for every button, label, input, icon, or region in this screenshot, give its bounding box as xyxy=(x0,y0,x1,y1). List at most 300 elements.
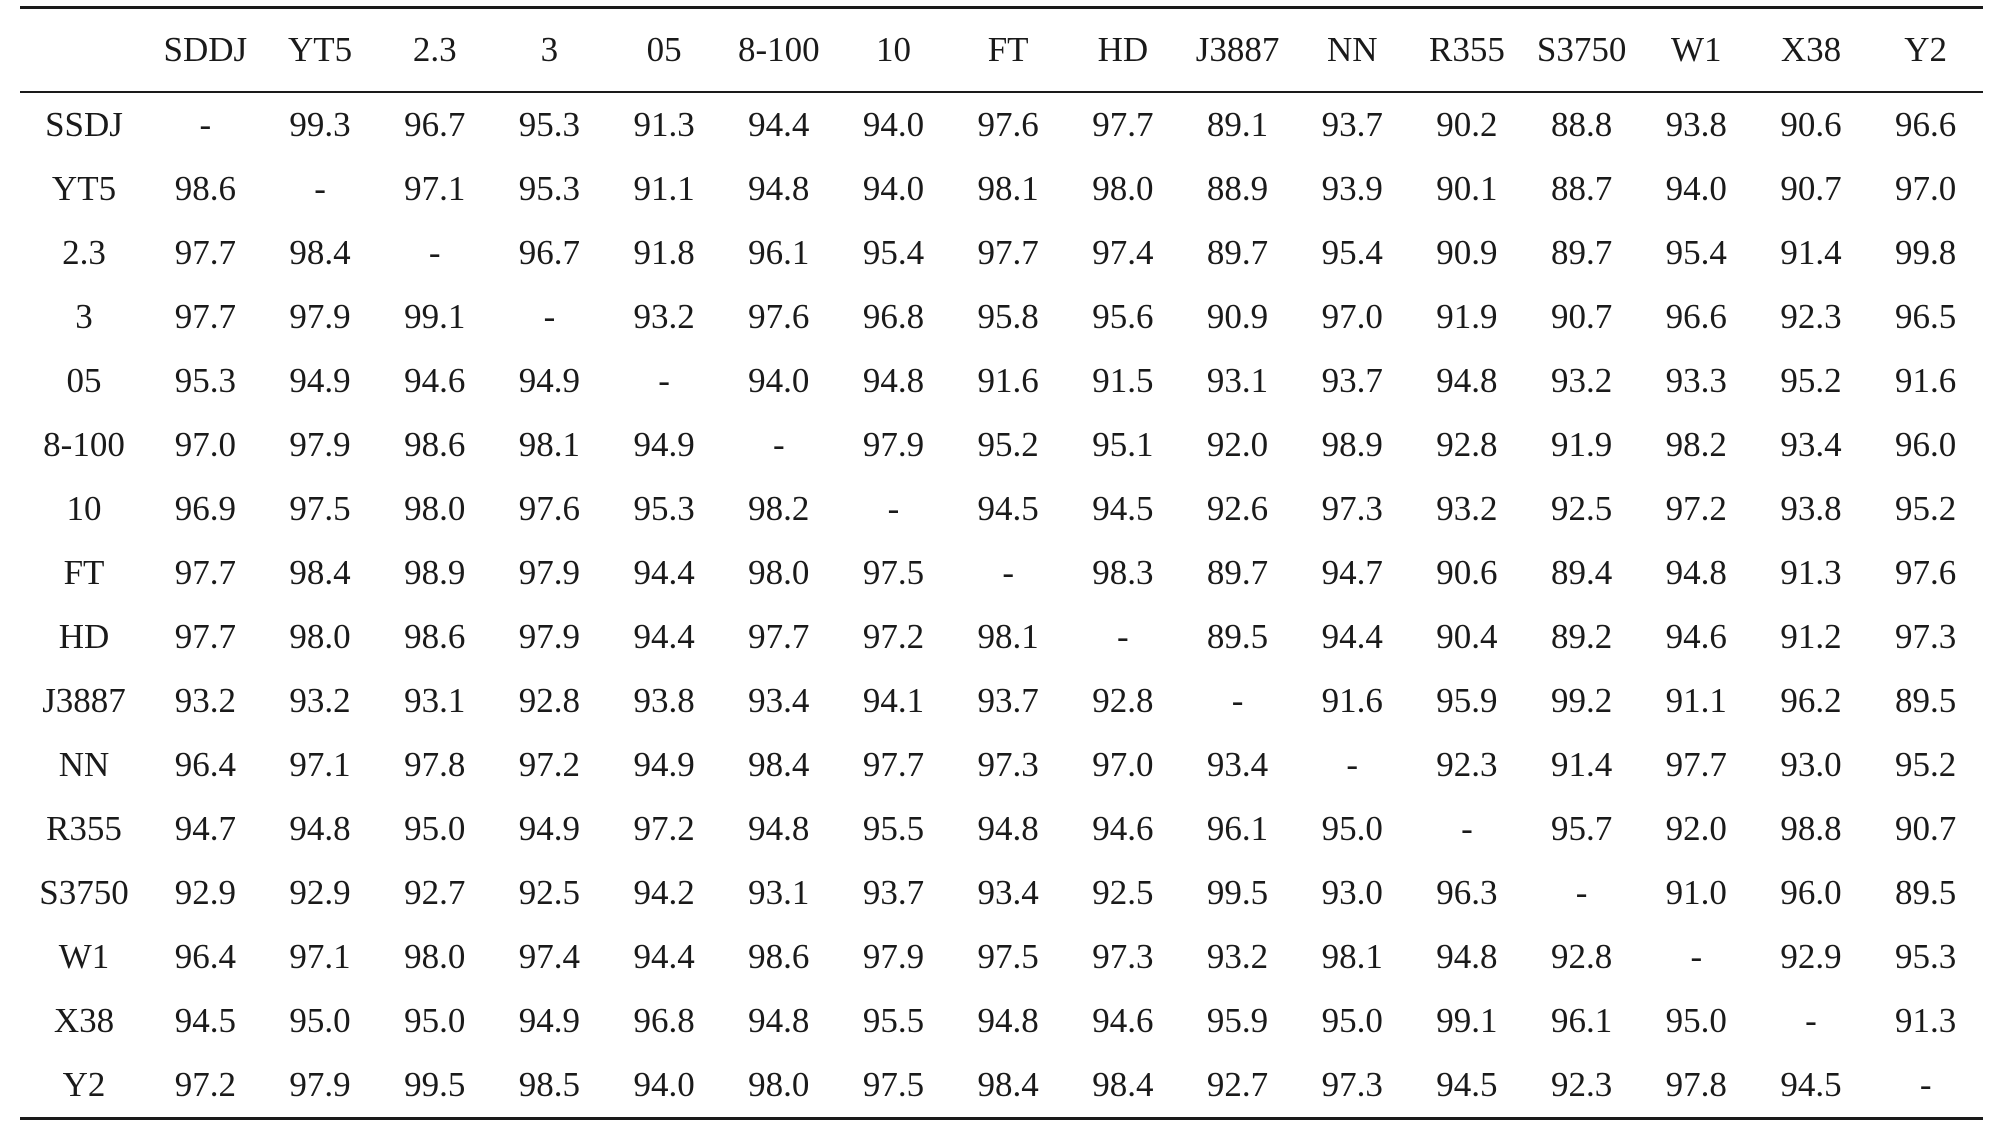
table-cell: 94.0 xyxy=(862,105,925,144)
table-cell: 93.4 xyxy=(748,681,810,720)
table-cell: 97.7 xyxy=(1665,745,1727,784)
table-cell: 98.4 xyxy=(289,553,351,592)
table-cell: 97.7 xyxy=(862,745,925,784)
table-cell: 93.1 xyxy=(404,681,466,720)
table-cell: 96.1 xyxy=(1206,809,1269,848)
row-label: SSDJ xyxy=(45,105,123,144)
row-label: 2.3 xyxy=(62,233,106,272)
table-cell: 91.1 xyxy=(1665,681,1727,720)
table-cell: 95.4 xyxy=(1321,233,1383,272)
table-cell: 92.9 xyxy=(1780,937,1842,976)
row-label: FT xyxy=(63,553,105,592)
row-label: 10 xyxy=(66,489,102,528)
table-cell: 92.9 xyxy=(174,873,236,912)
table-cell: 90.7 xyxy=(1895,809,1957,848)
table-cell: 94.4 xyxy=(1321,617,1383,656)
table-cell: - xyxy=(1461,809,1473,848)
table-cell: 94.0 xyxy=(748,361,810,400)
table-cell: 91.3 xyxy=(1780,553,1842,592)
table-cell: 98.1 xyxy=(977,169,1039,208)
table-cell: 97.3 xyxy=(1321,1065,1383,1104)
table-cell: 98.5 xyxy=(518,1065,581,1104)
table-cell: 95.3 xyxy=(518,105,581,144)
table-cell: 93.8 xyxy=(1780,489,1842,528)
table-cell: 95.4 xyxy=(862,233,925,272)
table-cell: 89.7 xyxy=(1550,233,1613,272)
table-cell: 91.4 xyxy=(1780,233,1842,272)
table-row xyxy=(20,349,1983,413)
table-cell: 92.8 xyxy=(518,681,581,720)
table-cell: 94.9 xyxy=(289,361,351,400)
table-cell: 97.6 xyxy=(1895,553,1957,592)
table-cell: 91.6 xyxy=(977,361,1039,400)
table-cell: 97.9 xyxy=(518,617,581,656)
table-cell: 98.8 xyxy=(1780,809,1842,848)
table-cell: - xyxy=(543,297,556,336)
table-cell: 98.0 xyxy=(748,553,810,592)
table-cell: - xyxy=(772,425,785,464)
table-cell: 99.1 xyxy=(404,297,466,336)
table-cell: 89.7 xyxy=(1206,553,1269,592)
table-header xyxy=(20,8,1983,93)
table-cell: 99.1 xyxy=(1436,1001,1498,1040)
table-cell: 92.8 xyxy=(1092,681,1154,720)
table-cell: 91.4 xyxy=(1550,745,1613,784)
table-cell: 97.9 xyxy=(518,553,581,592)
table-cell: 89.2 xyxy=(1550,617,1613,656)
table-cell: 96.1 xyxy=(1550,1001,1613,1040)
table-cell: 88.8 xyxy=(1550,105,1613,144)
table-cell: 96.0 xyxy=(1780,873,1842,912)
table-cell: 96.6 xyxy=(1665,297,1727,336)
table-cell: 93.7 xyxy=(862,873,925,912)
table-cell: 98.0 xyxy=(1092,169,1154,208)
table-cell: 94.7 xyxy=(174,809,236,848)
table-cell: 94.9 xyxy=(518,361,581,400)
table-cell: - xyxy=(314,169,326,208)
table-cell: 94.6 xyxy=(1092,1001,1154,1040)
table-cell: 98.4 xyxy=(748,745,810,784)
table-cell: 94.8 xyxy=(1436,361,1498,400)
column-header: R355 xyxy=(1428,30,1505,69)
table-cell: 94.5 xyxy=(977,489,1039,528)
table-row xyxy=(20,413,1983,477)
table-cell: 95.8 xyxy=(977,297,1039,336)
table-cell: 97.1 xyxy=(404,169,466,208)
table-cell: 94.0 xyxy=(633,1065,695,1104)
table-cell: 89.4 xyxy=(1550,553,1613,592)
table-row xyxy=(20,605,1983,669)
table-cell: 96.1 xyxy=(748,233,810,272)
table-cell: 90.2 xyxy=(1436,105,1498,144)
table-cell: 94.9 xyxy=(518,809,581,848)
table-cell: 91.9 xyxy=(1550,425,1613,464)
table-cell: 97.4 xyxy=(518,937,581,976)
table-cell: 96.3 xyxy=(1436,873,1498,912)
table-cell: 95.0 xyxy=(1665,1001,1727,1040)
table-cell: 95.5 xyxy=(862,1001,925,1040)
table-cell: 94.5 xyxy=(1092,489,1154,528)
table-cell: 97.0 xyxy=(174,425,236,464)
table-cell: 96.7 xyxy=(518,233,581,272)
column-header: X38 xyxy=(1780,30,1842,69)
column-header: NN xyxy=(1326,30,1378,69)
table-cell: 95.2 xyxy=(1895,489,1957,528)
table-cell: 91.3 xyxy=(633,105,695,144)
table-cell: 98.4 xyxy=(977,1065,1039,1104)
table-cell: 98.4 xyxy=(1092,1065,1154,1104)
table-cell: 99.3 xyxy=(289,105,351,144)
table-cell: 99.5 xyxy=(1206,873,1269,912)
table-cell: 92.0 xyxy=(1206,425,1269,464)
column-header: SDDJ xyxy=(163,30,248,69)
table-row xyxy=(20,669,1983,733)
table-cell: 94.6 xyxy=(1092,809,1154,848)
table-cell: 93.1 xyxy=(748,873,810,912)
table-cell: 94.6 xyxy=(1665,617,1727,656)
table-cell: 96.5 xyxy=(1895,297,1957,336)
table-cell: - xyxy=(1117,617,1129,656)
table-cell: - xyxy=(658,361,670,400)
table-cell: 97.9 xyxy=(862,937,925,976)
identity-matrix-table-container xyxy=(20,6,1983,1120)
table-cell: - xyxy=(1231,681,1244,720)
table-cell: 97.9 xyxy=(289,425,351,464)
table-row xyxy=(20,477,1983,541)
column-header: S3750 xyxy=(1536,30,1627,69)
table-cell: 94.8 xyxy=(977,1001,1039,1040)
table-cell: 95.0 xyxy=(1321,1001,1383,1040)
table-cell: 97.2 xyxy=(518,745,581,784)
table-row xyxy=(20,285,1983,349)
table-cell: - xyxy=(199,105,212,144)
table-cell: 96.6 xyxy=(1895,105,1957,144)
table-cell: 97.6 xyxy=(748,297,810,336)
row-label: R355 xyxy=(46,809,122,848)
row-label: NN xyxy=(58,745,110,784)
table-cell: 91.0 xyxy=(1665,873,1727,912)
table-cell: 95.4 xyxy=(1665,233,1727,272)
table-cell: 91.9 xyxy=(1436,297,1498,336)
table-cell: 93.2 xyxy=(633,297,695,336)
column-header: 05 xyxy=(646,30,682,69)
column-header: 8-100 xyxy=(737,30,820,69)
table-cell: 97.2 xyxy=(1665,489,1727,528)
table-cell: 94.8 xyxy=(1436,937,1498,976)
table-cell: 98.0 xyxy=(748,1065,810,1104)
table-cell: 92.5 xyxy=(1550,489,1613,528)
table-cell: 93.4 xyxy=(1206,745,1269,784)
table-cell: 92.6 xyxy=(1206,489,1269,528)
table-cell: 91.6 xyxy=(1895,361,1957,400)
table-cell: 98.6 xyxy=(404,425,466,464)
table-cell: 94.9 xyxy=(633,745,695,784)
table-row xyxy=(20,925,1983,989)
table-cell: 99.8 xyxy=(1895,233,1957,272)
table-cell: 91.8 xyxy=(633,233,695,272)
table-cell: - xyxy=(1690,937,1703,976)
table-cell: 97.0 xyxy=(1895,169,1957,208)
table-cell: 90.7 xyxy=(1780,169,1842,208)
table-cell: 98.0 xyxy=(404,937,466,976)
table-cell: 97.3 xyxy=(1321,489,1383,528)
table-cell: 94.5 xyxy=(1436,1065,1498,1104)
table-cell: 95.3 xyxy=(518,169,581,208)
table-cell: - xyxy=(1919,1065,1932,1104)
table-cell: 97.7 xyxy=(1092,105,1154,144)
table-cell: 92.3 xyxy=(1780,297,1842,336)
table-cell: 94.2 xyxy=(633,873,695,912)
table-cell: - xyxy=(1805,1001,1817,1040)
table-cell: 89.1 xyxy=(1206,105,1269,144)
column-header: 10 xyxy=(875,30,911,69)
header-corner-cell xyxy=(20,8,148,93)
table-cell: 98.4 xyxy=(289,233,351,272)
table-cell: 94.9 xyxy=(518,1001,581,1040)
column-header: Y2 xyxy=(1904,30,1948,69)
table-cell: 96.7 xyxy=(404,105,466,144)
table-cell: 98.6 xyxy=(174,169,236,208)
table-cell: 95.9 xyxy=(1206,1001,1269,1040)
table-cell: 88.9 xyxy=(1206,169,1269,208)
table-cell: 98.2 xyxy=(1665,425,1727,464)
column-header: J3887 xyxy=(1195,30,1280,69)
table-row xyxy=(20,92,1983,157)
table-cell: 90.9 xyxy=(1206,297,1269,336)
table-cell: 94.5 xyxy=(174,1001,236,1040)
table-cell: 93.2 xyxy=(289,681,351,720)
table-cell: 97.3 xyxy=(1092,937,1154,976)
table-cell: 92.5 xyxy=(1092,873,1154,912)
table-cell: 94.4 xyxy=(748,105,810,144)
table-cell: 89.5 xyxy=(1206,617,1269,656)
table-cell: 90.6 xyxy=(1436,553,1498,592)
table-cell: 96.4 xyxy=(174,745,236,784)
table-cell: 99.2 xyxy=(1550,681,1613,720)
table-cell: 93.0 xyxy=(1780,745,1842,784)
table-cell: 92.3 xyxy=(1436,745,1498,784)
table-cell: 97.5 xyxy=(862,553,925,592)
table-cell: 89.5 xyxy=(1895,681,1957,720)
table-cell: 98.9 xyxy=(404,553,466,592)
table-cell: 99.5 xyxy=(404,1065,466,1104)
table-cell: 92.8 xyxy=(1436,425,1498,464)
table-cell: 88.7 xyxy=(1550,169,1613,208)
table-cell: 93.7 xyxy=(1321,105,1383,144)
table-cell: 97.7 xyxy=(977,233,1039,272)
table-cell: 94.7 xyxy=(1321,553,1383,592)
row-label: 3 xyxy=(75,297,93,336)
table-cell: 97.5 xyxy=(977,937,1039,976)
column-header: W1 xyxy=(1671,30,1722,69)
table-cell: 97.1 xyxy=(289,937,351,976)
table-cell: 97.6 xyxy=(518,489,581,528)
table-cell: - xyxy=(887,489,900,528)
table-row xyxy=(20,541,1983,605)
column-header: YT5 xyxy=(287,30,353,69)
table-cell: 96.0 xyxy=(1895,425,1957,464)
table-cell: 97.5 xyxy=(862,1065,925,1104)
table-cell: - xyxy=(1575,873,1588,912)
table-cell: 96.8 xyxy=(633,1001,695,1040)
column-header: HD xyxy=(1097,30,1149,69)
table-cell: - xyxy=(1002,553,1014,592)
table-cell: 95.0 xyxy=(289,1001,351,1040)
table-cell: 97.2 xyxy=(862,617,925,656)
table-cell: 93.8 xyxy=(633,681,695,720)
table-cell: 94.6 xyxy=(404,361,466,400)
table-row xyxy=(20,861,1983,925)
table-cell: 95.3 xyxy=(1895,937,1957,976)
table-cell: 97.0 xyxy=(1321,297,1383,336)
table-cell: 97.7 xyxy=(174,297,236,336)
table-cell: 92.0 xyxy=(1665,809,1727,848)
table-cell: 97.9 xyxy=(862,425,925,464)
table-cell: 96.8 xyxy=(862,297,925,336)
table-cell: 92.7 xyxy=(1206,1065,1269,1104)
table-cell: 98.1 xyxy=(1321,937,1383,976)
table-row xyxy=(20,733,1983,797)
table-cell: 98.3 xyxy=(1092,553,1154,592)
table-cell: 92.8 xyxy=(1550,937,1613,976)
table-cell: 94.5 xyxy=(1780,1065,1842,1104)
table-cell: 97.2 xyxy=(633,809,695,848)
table-cell: 91.5 xyxy=(1092,361,1154,400)
table-row xyxy=(20,1053,1983,1119)
table-cell: 92.3 xyxy=(1550,1065,1613,1104)
table-cell: 94.9 xyxy=(633,425,695,464)
table-cell: 97.7 xyxy=(174,617,236,656)
table-cell: 97.4 xyxy=(1092,233,1154,272)
table-cell: 95.0 xyxy=(404,809,466,848)
table-cell: 97.7 xyxy=(174,553,236,592)
table-cell: 96.4 xyxy=(174,937,236,976)
table-cell: 92.9 xyxy=(289,873,351,912)
table-cell: 93.4 xyxy=(1780,425,1842,464)
table-cell: 90.7 xyxy=(1550,297,1613,336)
table-cell: 94.8 xyxy=(748,169,810,208)
table-cell: 97.8 xyxy=(404,745,466,784)
column-header: FT xyxy=(987,30,1029,69)
table-cell: 94.1 xyxy=(862,681,925,720)
row-label: W1 xyxy=(58,937,110,976)
table-cell: 93.9 xyxy=(1321,169,1383,208)
table-cell: 97.9 xyxy=(289,1065,351,1104)
table-cell: 98.1 xyxy=(518,425,581,464)
table-cell: 91.2 xyxy=(1780,617,1842,656)
row-label: HD xyxy=(58,617,110,656)
table-body xyxy=(20,92,1983,1119)
table-cell: 93.2 xyxy=(1550,361,1613,400)
table-cell: 98.1 xyxy=(977,617,1039,656)
table-cell: 94.0 xyxy=(1665,169,1727,208)
table-cell: 97.3 xyxy=(977,745,1039,784)
table-cell: 95.2 xyxy=(1780,361,1842,400)
table-cell: 97.6 xyxy=(977,105,1039,144)
table-cell: 90.9 xyxy=(1436,233,1498,272)
table-cell: 91.3 xyxy=(1895,1001,1957,1040)
row-label: J3887 xyxy=(42,681,126,720)
header-row xyxy=(20,8,1983,93)
table-cell: 95.6 xyxy=(1092,297,1154,336)
table-cell: 94.4 xyxy=(633,937,695,976)
column-header: 3 xyxy=(540,30,559,69)
table-cell: 95.7 xyxy=(1550,809,1613,848)
table-cell: 93.0 xyxy=(1321,873,1383,912)
table-cell: 92.7 xyxy=(404,873,466,912)
table-cell: 98.6 xyxy=(404,617,466,656)
table-cell: 93.7 xyxy=(1321,361,1383,400)
table-cell: 95.5 xyxy=(862,809,925,848)
table-row xyxy=(20,157,1983,221)
table-cell: 97.7 xyxy=(174,233,236,272)
table-cell: 93.4 xyxy=(977,873,1039,912)
table-row xyxy=(20,221,1983,285)
identity-matrix-table xyxy=(20,6,1983,1120)
table-cell: 94.8 xyxy=(862,361,925,400)
table-cell: 98.2 xyxy=(748,489,810,528)
table-cell: 97.0 xyxy=(1092,745,1154,784)
table-cell: 95.2 xyxy=(1895,745,1957,784)
table-cell: 89.5 xyxy=(1895,873,1957,912)
table-cell: - xyxy=(1346,745,1359,784)
table-cell: 95.2 xyxy=(977,425,1039,464)
table-cell: 93.2 xyxy=(1436,489,1498,528)
table-cell: 95.0 xyxy=(404,1001,466,1040)
table-cell: 93.2 xyxy=(174,681,236,720)
table-cell: 91.1 xyxy=(633,169,695,208)
table-cell: 89.7 xyxy=(1206,233,1269,272)
row-label: 05 xyxy=(66,361,102,400)
table-cell: 93.3 xyxy=(1665,361,1727,400)
table-cell: 94.8 xyxy=(748,1001,810,1040)
table-cell: 94.4 xyxy=(633,553,695,592)
table-cell: 95.0 xyxy=(1321,809,1383,848)
table-cell: 94.0 xyxy=(862,169,925,208)
table-cell: 94.8 xyxy=(748,809,810,848)
table-cell: 95.3 xyxy=(174,361,236,400)
table-row xyxy=(20,797,1983,861)
table-cell: 93.8 xyxy=(1665,105,1727,144)
table-cell: 97.2 xyxy=(174,1065,236,1104)
table-cell: 97.9 xyxy=(289,297,351,336)
row-label: S3750 xyxy=(39,873,129,912)
table-cell: 98.0 xyxy=(404,489,466,528)
table-cell: 90.6 xyxy=(1780,105,1842,144)
row-label: X38 xyxy=(53,1001,115,1040)
table-cell: 94.8 xyxy=(289,809,351,848)
table-cell: 91.6 xyxy=(1321,681,1383,720)
table-cell: 98.6 xyxy=(748,937,810,976)
table-cell: - xyxy=(428,233,441,272)
row-label: YT5 xyxy=(51,169,117,208)
table-cell: 95.3 xyxy=(633,489,695,528)
row-label: Y2 xyxy=(62,1065,106,1104)
table-cell: 94.4 xyxy=(633,617,695,656)
table-cell: 97.8 xyxy=(1665,1065,1727,1104)
table-cell: 95.1 xyxy=(1092,425,1154,464)
row-label: 8-100 xyxy=(43,425,125,464)
table-cell: 90.1 xyxy=(1436,169,1498,208)
table-cell: 97.1 xyxy=(289,745,351,784)
table-cell: 94.8 xyxy=(1665,553,1727,592)
table-cell: 93.7 xyxy=(977,681,1039,720)
table-row xyxy=(20,989,1983,1053)
table-cell: 94.8 xyxy=(977,809,1039,848)
table-cell: 90.4 xyxy=(1436,617,1498,656)
table-cell: 98.0 xyxy=(289,617,351,656)
table-cell: 95.9 xyxy=(1436,681,1498,720)
